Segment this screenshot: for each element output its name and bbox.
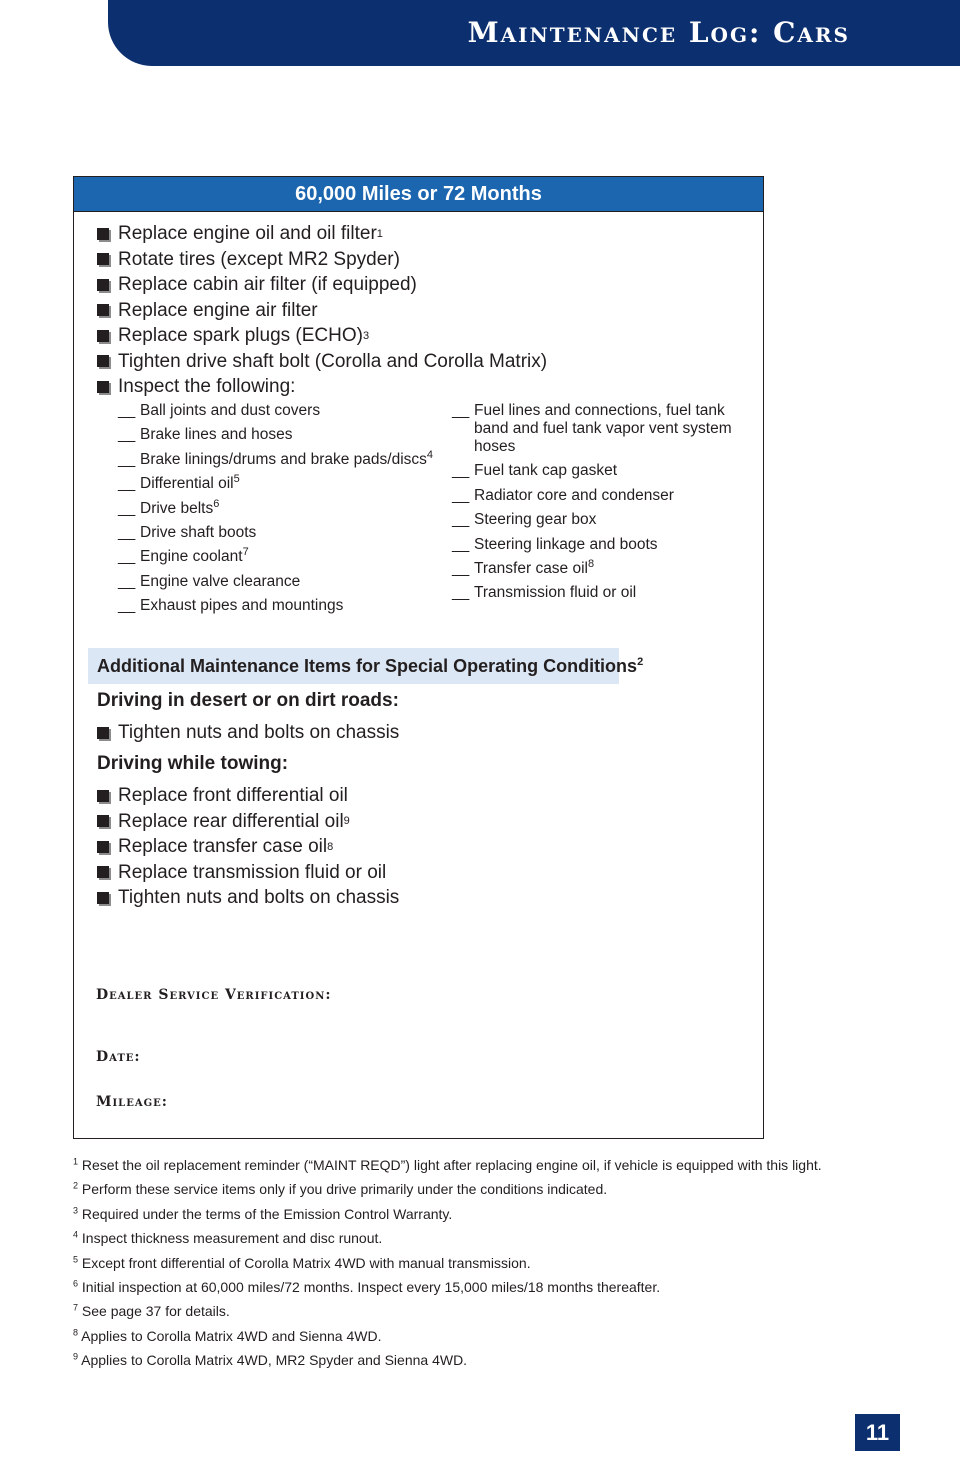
task-item[interactable]: Replace transfer case oil 8 [97,834,399,860]
inspect-item: __ Ball joints and dust covers [118,402,321,419]
checkbox-icon[interactable] [97,727,109,739]
inspect-list-right [452,402,757,609]
inspect-item: __ Differential oil$^5$ [118,473,240,493]
page-title: Maintenance Log: Cars [467,16,850,49]
checkbox-icon[interactable] [97,304,109,316]
inspect-item: __ Brake lines and hoses [118,426,293,444]
task-item[interactable]: Tighten drive shaft bolt (Corolla and Corolla Matrix) [97,349,547,375]
desert-heading: Driving in desert or on dirt roads: [97,690,399,711]
checkbox-icon[interactable] [97,841,109,853]
task-item[interactable]: Tighten nuts and bolts on chassis [97,720,399,746]
inspect-item: __ Transmission fluid or oil [452,584,637,602]
inspect-item: __ Fuel lines and connections, fuel tank band and fuel tank vapor vent system hoses [452,402,732,455]
inspect-item: __ Exhaust pipes and mountings [118,597,344,615]
page-number: 11 [855,1414,900,1451]
footnote: $^6$ Initial inspection at 60,000 miles/72 months. Inspect every 15,000 miles/18 months thereafter. [73,1278,661,1295]
header-banner [108,0,960,66]
towing-heading: Driving while towing: [97,753,289,774]
checkbox-icon[interactable] [97,892,109,904]
inspect-item: __ Fuel tank cap gasket [452,462,618,480]
inspect-item: __ Steering linkage and boots [452,535,658,553]
dealer-verification-label: Dealer Service Verification: [96,987,332,1003]
inspect-item: __ Engine valve clearance [118,572,301,590]
checkbox-icon[interactable] [97,866,109,878]
task-item[interactable]: Replace transmission fluid or oil [97,860,399,886]
desert-task-list [97,720,399,746]
footnote: $^5$ Except front differential of Corolla Matrix 4WD with manual transmission. [73,1253,531,1271]
checkbox-icon[interactable] [97,279,109,291]
panel-title: 60,000 Miles or 72 Months [74,177,763,212]
inspect-item: __ Engine coolant$^7$ [118,546,249,566]
inspect-item: __ Transfer case oil$^8$ [452,557,595,577]
checkbox-icon[interactable] [97,790,109,802]
mileage-label: Mileage: [96,1094,168,1110]
inspect-list-left [118,402,433,622]
inspect-item: __ Drive shaft boots [118,523,257,541]
checkbox-icon[interactable] [97,253,109,265]
inspect-item: __ Brake linings/drums and brake pads/discs$^4$ [118,448,434,468]
footnote: $^2$ Perform these service items only if you drive primarily under the conditions indicated. [73,1180,608,1198]
task-item[interactable]: Replace cabin air filter (if equipped) [97,272,547,298]
checkbox-icon[interactable] [97,815,109,827]
task-item[interactable]: Tighten nuts and bolts on chassis [97,885,399,911]
footnotes [73,1155,822,1375]
checkbox-icon[interactable] [97,381,109,393]
inspect-item: __ Radiator core and condenser [452,486,674,504]
towing-task-list [97,783,399,911]
task-item[interactable]: Replace spark plugs (ECHO) 3 [97,323,547,349]
footnote: $^1$ Reset the oil replacement reminder (“MAINT REQD”) light after replacing engine oil, if vehicle is equipped with this light. [73,1156,822,1173]
special-conditions-heading: Additional Maintenance Items for Special Operating Conditions$^2$ [88,648,619,684]
inspect-item: __ Drive belts$^6$ [118,497,220,517]
footnote: $^9$ Applies to Corolla Matrix 4WD, MR2 Spyder and Sienna 4WD. [73,1351,468,1369]
maintenance-panel [73,176,764,1139]
task-list [97,221,547,400]
checkbox-icon[interactable] [97,330,109,342]
footnote: $^8$ Applies to Corolla Matrix 4WD and Sienna 4WD. [73,1327,382,1344]
date-label: Date: [96,1049,141,1065]
footnote: $^7$ See page 37 for details. [73,1302,230,1320]
task-item[interactable]: Replace rear differential oil 9 [97,809,399,835]
footnote: $^3$ Required under the terms of the Emission Control Warranty. [73,1205,453,1222]
inspect-item: __ Steering gear box [452,511,597,529]
task-item[interactable]: Inspect the following: [97,374,547,400]
task-item[interactable]: Replace engine air filter [97,298,547,324]
task-item[interactable]: Replace engine oil and oil filter 1 [97,221,547,247]
checkbox-icon[interactable] [97,228,109,240]
footnote: $^4$ Inspect thickness measurement and disc runout. [73,1229,383,1247]
checkbox-icon[interactable] [97,355,109,367]
task-item[interactable]: Rotate tires (except MR2 Spyder) [97,247,547,273]
task-item[interactable]: Replace front differential oil [97,783,399,809]
